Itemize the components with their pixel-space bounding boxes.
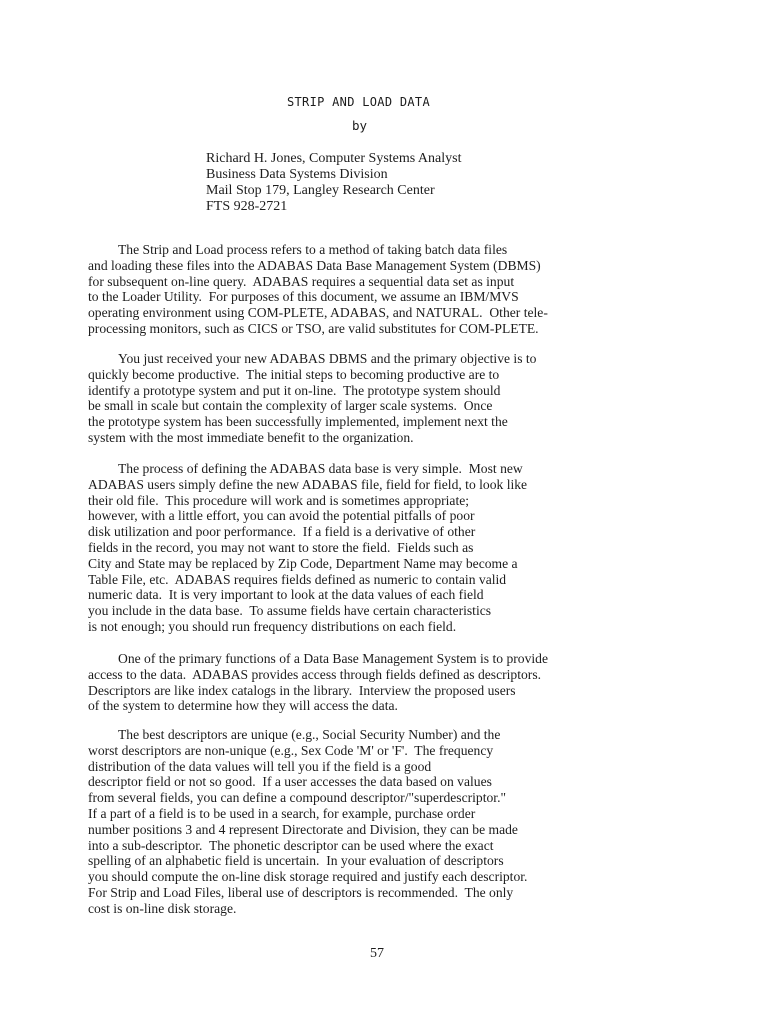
document-title: STRIP AND LOAD DATA bbox=[287, 95, 430, 109]
text-line: worst descriptors are non-unique (e.g., Sex Code 'M' or 'F'. The frequency bbox=[88, 742, 494, 758]
text-line: and loading these files into the ADABAS Data Base Management System (DBMS) bbox=[88, 257, 541, 273]
paragraph-access-descriptors bbox=[88, 651, 728, 714]
text-line: cost is on-line disk storage. bbox=[88, 900, 237, 916]
author-phone-line: FTS 928-2721 bbox=[206, 199, 288, 214]
text-line: fields in the record, you may not want to store the field. Fields such as bbox=[88, 539, 474, 555]
text-line: is not enough; you should run frequency distributions on each field. bbox=[88, 618, 457, 634]
text-line: The process of defining the ADABAS data base is very simple. Most new bbox=[118, 461, 523, 476]
paragraph-defining-data-base bbox=[88, 461, 728, 635]
text-line: be small in scale but contain the complexity of larger scale systems. Once bbox=[88, 398, 493, 414]
text-line: identify a prototype system and put it on-line. The prototype system should bbox=[88, 382, 501, 398]
text-line: For Strip and Load Files, liberal use of descriptors is recommended. The only bbox=[88, 884, 514, 900]
text-line: processing monitors, such as CICS or TSO, are valid substitutes for COM-PLETE. bbox=[88, 320, 539, 336]
text-line: of the system to determine how they will access the data. bbox=[88, 698, 398, 714]
text-line: from several fields, you can define a compound descriptor/"superdescriptor." bbox=[88, 790, 507, 806]
text-line: distribution of the data values will tell you if the field is a good bbox=[88, 758, 432, 774]
author-division-line: Business Data Systems Division bbox=[206, 167, 388, 182]
author-block bbox=[206, 151, 606, 215]
text-line: number positions 3 and 4 represent Directorate and Division, they can be made bbox=[88, 821, 518, 837]
text-line: Table File, etc. ADABAS requires fields defined as numeric to contain valid bbox=[88, 571, 507, 587]
text-line: spelling of an alphabetic field is uncertain. In your evaluation of descriptors bbox=[88, 853, 504, 869]
author-mailstop-line: Mail Stop 179, Langley Research Center bbox=[206, 183, 435, 198]
text-line: operating environment using COM-PLETE, ADABAS, and NATURAL. Other tele- bbox=[88, 305, 548, 321]
text-line: If a part of a field is to be used in a search, for example, purchase order bbox=[88, 805, 476, 821]
text-line: The Strip and Load process refers to a method of taking batch data files bbox=[118, 242, 508, 257]
text-line: You just received your new ADABAS DBMS and the primary objective is to bbox=[118, 351, 537, 366]
text-line: for subsequent on-line query. ADABAS requires a sequential data set as input bbox=[88, 273, 515, 289]
text-line: access to the data. ADABAS provides access through fields defined as descriptors. bbox=[88, 666, 542, 682]
paragraph-strip-and-load bbox=[88, 242, 728, 337]
text-line: The best descriptors are unique (e.g., Social Security Number) and the bbox=[118, 727, 501, 742]
byline-by: by bbox=[352, 118, 368, 133]
text-line: City and State may be replaced by Zip Code, Department Name may become a bbox=[88, 555, 518, 571]
text-line: numeric data. It is very important to look at the data values of each field bbox=[88, 587, 484, 603]
text-line: their old file. This procedure will work and is sometimes appropriate; bbox=[88, 492, 470, 508]
text-line: system with the most immediate benefit to the organization. bbox=[88, 429, 414, 445]
text-line: however, with a little effort, you can avoid the potential pitfalls of poor bbox=[88, 508, 475, 524]
text-line: ADABAS users simply define the new ADABAS file, field for field, to look like bbox=[88, 476, 528, 492]
text-line: the prototype system has been successfully implemented, implement next the bbox=[88, 414, 508, 430]
paragraph-prototype bbox=[88, 351, 728, 446]
text-line: One of the primary functions of a Data Base Management System is to provide bbox=[118, 651, 548, 666]
text-line: into a sub-descriptor. The phonetic descriptor can be used where the exact bbox=[88, 837, 494, 853]
author-name-line: Richard H. Jones, Computer Systems Analyst bbox=[206, 151, 462, 166]
text-line: you should compute the on-line disk storage required and justify each descriptor. bbox=[88, 869, 528, 885]
text-line: to the Loader Utility. For purposes of this document, we assume an IBM/MVS bbox=[88, 289, 519, 305]
text-line: you include in the data base. To assume fields have certain characteristics bbox=[88, 603, 492, 619]
paragraph-best-descriptors bbox=[88, 727, 728, 917]
text-line: disk utilization and poor performance. If a field is a derivative of other bbox=[88, 524, 476, 540]
text-line: descriptor field or not so good. If a user accesses the data based on values bbox=[88, 774, 492, 790]
page-number: 57 bbox=[370, 946, 384, 961]
text-line: Descriptors are like index catalogs in the library. Interview the proposed users bbox=[88, 682, 516, 698]
text-line: quickly become productive. The initial steps to becoming productive are to bbox=[88, 366, 500, 382]
